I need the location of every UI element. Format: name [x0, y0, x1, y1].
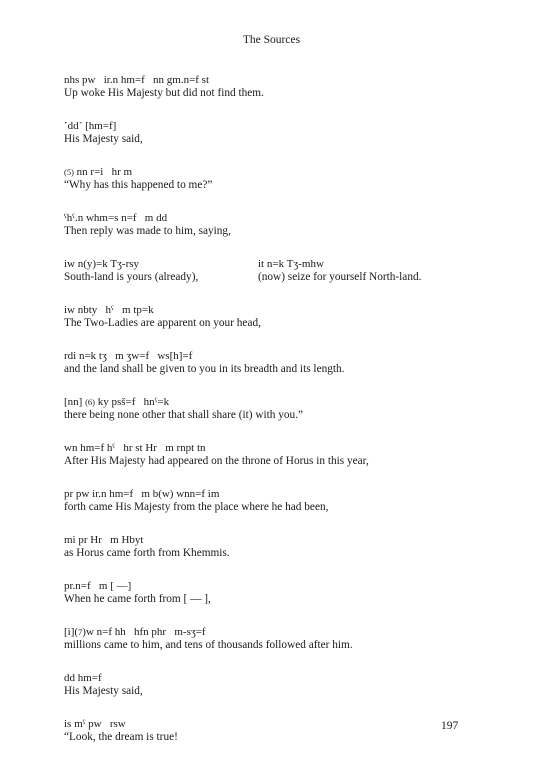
line-number: (5): [64, 167, 74, 177]
translation-line: as Horus came forth from Khemmis.: [64, 546, 230, 559]
transliteration-line: [64, 396, 484, 409]
transliteration-line: iw nbty hˁ m tp=k: [64, 304, 154, 316]
transliteration-line: is mˁ pw rsw: [64, 718, 126, 730]
translation-line: millions came to him, and tens of thousands followed after him.: [64, 638, 353, 651]
transliteration-line: pr.n=f m [ —]: [64, 580, 132, 592]
translation-line: and the land shall be given to you in its breadth and its length.: [64, 362, 345, 375]
transliteration-line: ˹dd˺ [hm=f]: [64, 120, 117, 132]
translation-line: The Two-Ladies are apparent on your head,: [64, 316, 261, 329]
translation-line: Up woke His Majesty but did not find them.: [64, 86, 264, 99]
transliteration-line: dd hm=f: [64, 672, 102, 684]
translation-col-b: (now) seize for yourself North-land.: [258, 270, 422, 283]
transliteration-line: [64, 258, 484, 271]
transliteration-text: )w n=f hh hfn phr m-sʒ=f: [82, 626, 206, 638]
verse-3: [64, 166, 484, 191]
translation-col-a: South-land is yours (already),: [64, 270, 199, 283]
translation-line: Then reply was made to him, saying,: [64, 224, 231, 237]
verse-11: [64, 534, 484, 559]
translation-line: forth came His Majesty from the place where he had been,: [64, 500, 329, 513]
line-number: 7: [78, 627, 83, 637]
verse-13: [64, 626, 484, 651]
transliteration-text: ky psš=f hnˁ=k: [95, 396, 170, 408]
translation-line: When he came forth from [ — ],: [64, 592, 211, 605]
translation-line: “Look, the dream is true!: [64, 730, 178, 743]
verse-12: [64, 580, 484, 605]
translation-line: “Why has this happened to me?”: [64, 178, 213, 191]
transliteration-col-b: it n=k Tʒ-mhw: [258, 258, 324, 270]
transliteration-line: wn hm=f hˁ hr st Hr m rnpt tn: [64, 442, 206, 454]
verse-2: [64, 120, 484, 145]
transliteration-line: [64, 166, 484, 179]
page-number: 197: [441, 720, 459, 732]
verse-14: [64, 672, 484, 697]
translation-line: there being none other that shall share (it) with you.”: [64, 408, 304, 421]
transliteration-line: [64, 626, 484, 639]
transliteration-col-a: iw n(y)=k Tʒ-rsy: [64, 258, 140, 270]
verse-6: [64, 304, 484, 329]
transliteration-prefix: [nn]: [64, 396, 86, 408]
transliteration-line: mi pr Hr m Hbyt: [64, 534, 144, 546]
running-header-title: The Sources: [242, 34, 301, 46]
verse-9: [64, 442, 484, 467]
transliteration-line: ˁhˁ.n whm=s n=f m dd: [64, 212, 168, 224]
line-number: (6): [85, 397, 95, 407]
transliteration-line: nhs pw ir.n hm=f nn gm.n=f st: [64, 74, 210, 86]
translation-line: [64, 271, 484, 284]
transliteration-text: nn r=i hr m: [73, 166, 133, 178]
running-header: [0, 33, 543, 47]
translation-line: After His Majesty had appeared on the throne of Horus in this year,: [64, 454, 369, 467]
verse-8: [64, 396, 484, 421]
verse-15: [64, 718, 484, 743]
verse-7: [64, 350, 484, 375]
transliteration-line: rdi n=k tʒ m ʒw=f ws[h]=f: [64, 350, 193, 362]
verse-4: [64, 212, 484, 237]
transliteration-prefix: [i](: [64, 626, 79, 638]
verse-10: [64, 488, 484, 513]
verse-1: [64, 74, 484, 99]
transliteration-line: pr pw ir.n hm=f m b(w) wnn=f im: [64, 488, 220, 500]
text-body: [64, 74, 484, 764]
translation-line: His Majesty said,: [64, 684, 143, 697]
translation-line: His Majesty said,: [64, 132, 143, 145]
verse-5: [64, 258, 484, 283]
